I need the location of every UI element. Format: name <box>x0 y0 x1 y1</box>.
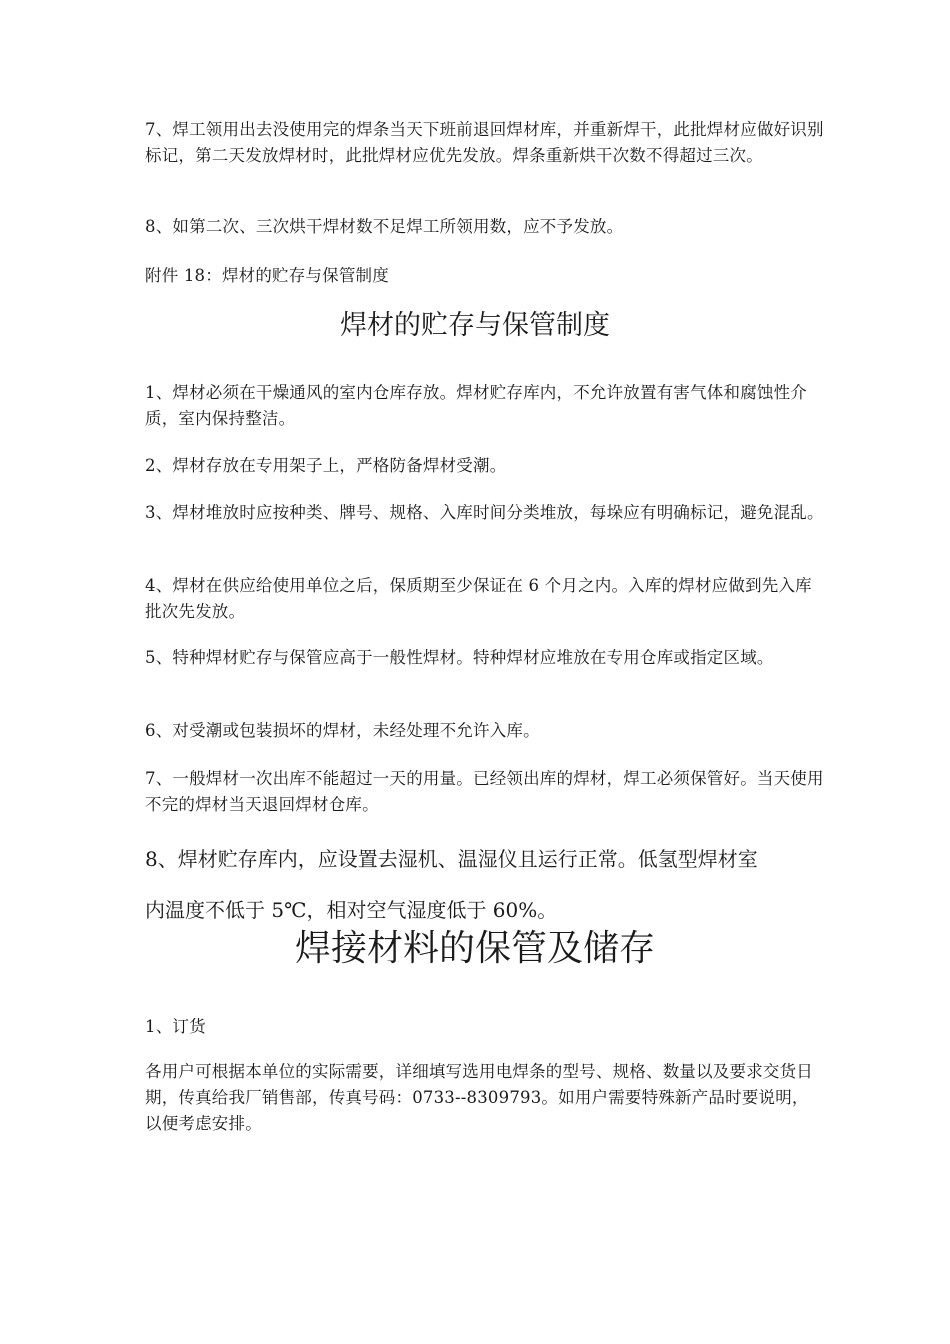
rule-item-2: 2、焊材存放在专用架子上，严格防备焊材受潮。 <box>145 456 507 475</box>
rule-item-3: 3、焊材堆放时应按种类、牌号、规格、入库时间分类堆放，每垛应有明确标记，避免混乱。 <box>145 503 824 522</box>
rule-item-6: 6、对受潮或包装损坏的焊材，未经处理不允许入库。 <box>145 721 540 740</box>
paragraph-item-8: 8、如第二次、三次烘干焊材数不足焊工所领用数，应不予发放。 <box>145 217 624 236</box>
subhead-ordering: 1、订货 <box>145 1017 206 1036</box>
rule-item-7: 7、一般焊材一次出库不能超过一天的用量。已经领出库的焊材，焊工必须保管好。当天使用不完的焊材当天退回焊材仓库。 <box>145 769 824 814</box>
section-title-storage: 焊材的贮存与保管制度 <box>340 310 610 341</box>
paragraph-ordering: 各用户可根据本单位的实际需要，详细填写选用电焊条的型号、规格、数量以及要求交货日期，传真给我厂销售部，传真号码：0733--8309793。如用户需要特殊新产品时要说明，以便考虑安排。 <box>145 1062 813 1133</box>
attachment-label: 附件 18：焊材的贮存与保管制度 <box>145 266 389 285</box>
paragraph-item-7: 7、焊工领用出去没使用完的焊条当天下班前退回焊材库，并重新焊干，此批焊材应做好识别标记，第二天发放焊材时，此批焊材应优先发放。焊条重新烘干次数不得超过三次。 <box>145 120 824 165</box>
rule-item-5: 5、特种焊材贮存与保管应高于一般性焊材。特种焊材应堆放在专用仓库或指定区域。 <box>145 648 774 667</box>
rule-item-4: 4、焊材在供应给使用单位之后，保质期至少保证在 6 个月之内。入库的焊材应做到先入库批次先发放。 <box>145 576 812 621</box>
rule-item-8-line-1: 8、焊材贮存库内，应设置去湿机、温湿仪且运行正常。低氢型焊材室 <box>145 847 758 871</box>
rule-item-8-line-2: 内温度不低于 5℃，相对空气湿度低于 60%。 <box>145 898 558 922</box>
section-title-materials: 焊接材料的保管及储存 <box>294 928 655 969</box>
rule-item-1: 1、焊材必须在干燥通风的室内仓库存放。焊材贮存库内，不允许放置有害气体和腐蚀性介质，室内保持整洁。 <box>145 383 807 428</box>
